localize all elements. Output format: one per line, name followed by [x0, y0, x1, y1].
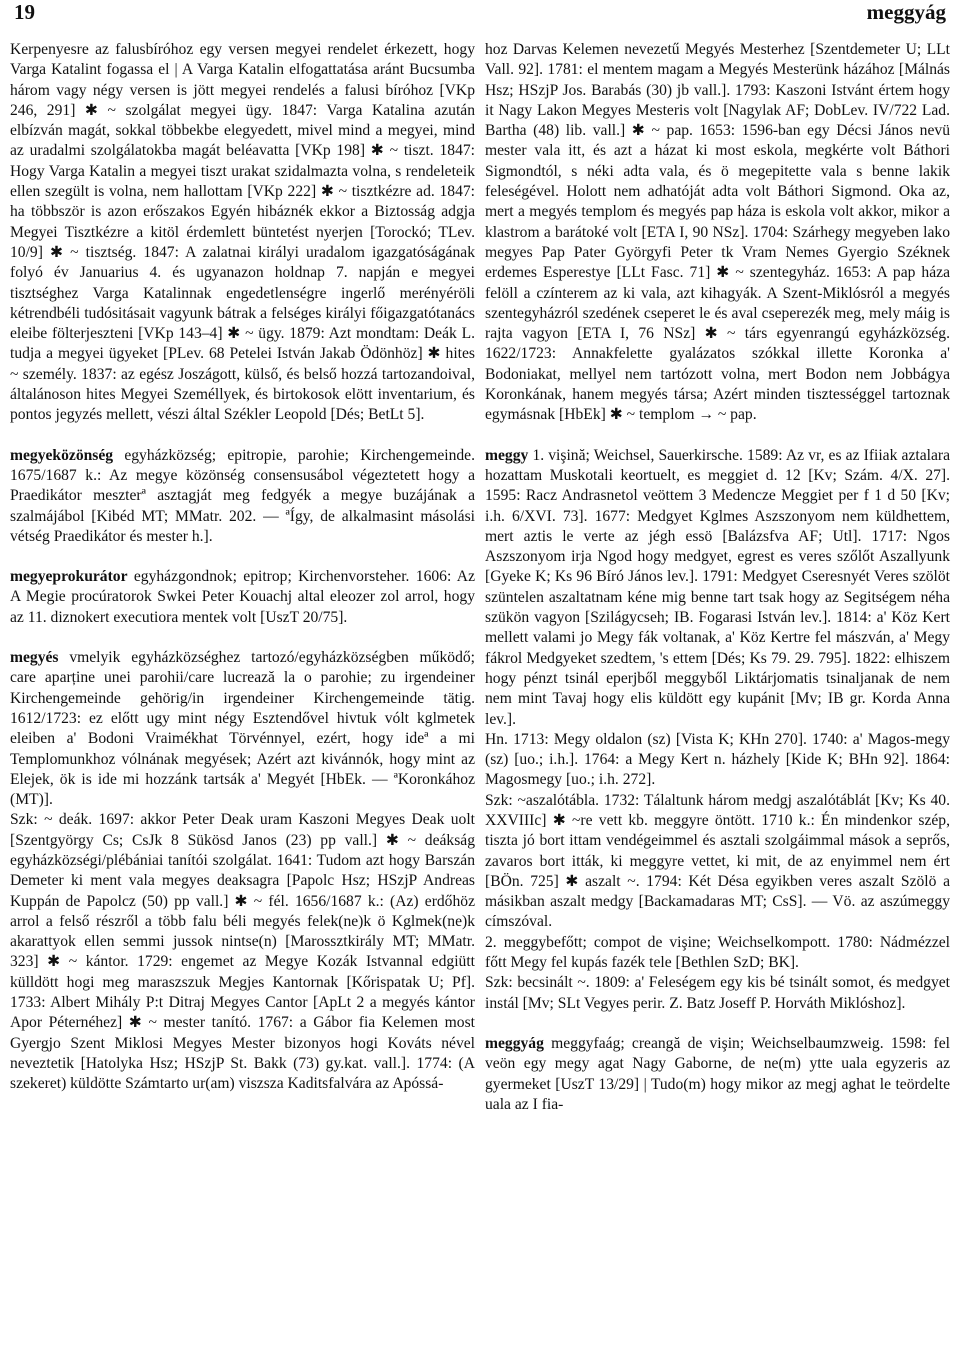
entry-definition: egyházgondnok; epitrop; Kirchenvorsteher. 1606: Az A Megie procúratorok Swkei Peter Kouachj altal eleozer zol arrol, hogy az 11. diznokert executiora mentek volt [UszT 20/75]. [10, 568, 475, 626]
entry-paragraph: Kerpenyesre az falusbíróhoz egy versen megyei rendelet érkezett, hogy Varga Katalint fogassa el | A Varga Katalin elfogattatása aránt Bucsumba három vagy négy versen is jött megyei rendelés a falusi bíróhoz [VKp 246, 291] ✱ ~ szolgálat megyei ügy. 1847: Varga Katalina azután elbízván magát, sokkal többekbe elegyedett, mivel mind a megyei, mind az uradalmi szolgálatokba magát beléavatta [VKp 198] ✱ ~ tiszt. 1847: Hogy Varga Katalin a megyei tiszt urakat szidalmazta volna, s rendeleteik ellen szegült is volna, nem hallottam [VKp 222] ✱ ~ tisztkézre ad. 1847: ha többször is azon erőszakos Egyén hibáznék ekkor a Biztosság adgja Megyei Tisztkézre a kitöl érdemlett büntetést nyerjen [Torockó; TLev. 10/9] ✱ ~ tisztség. 1847: A zalatnai királyi uradalom igazgatóságának folyó év Januarius 4. és ugyanazon holdnap 7. napján e megyei tisztséghez Varga Katalinnak engedetlenségre ingerlő merényéröli kétrendbéli tudósitásait vagyunk bátrak a felséges királyi főigazgatótanács eleibe fölterjeszteni [VKp 143–4] ✱ ~ ügy. 1879: Azt mondtam: Deák L. tudja a megyei ügyeket [PLev. 68 Petelei István Jakab Ödönhöz] ✱ hites ~ személy. 1837: az egész Joszágott, külső, és belső hozzá tartozandoival, általánoson hites Megyei Személlyek, és birtokosok elött inventarium, és pontos jegyzés mellett, vészi által Székler Leopold [Dés; BetLt 5]. [10, 41, 475, 424]
entry-continuation [485, 40, 950, 426]
entry-subsection: Szk: becsinált ~. 1809: a' Feleségem egy kis bé tsinált somot, és medgyet instál [Mv; SLt Vegyes perir. Z. Batz Joseff P. Horváth Miklóshoz]. [485, 974, 950, 1012]
entry-subsection: 2. meggybefőtt; compot de vişine; Weichselkompott. 1780: Nádmézzel főtt Megy fel kupás fazék tele [Bethlen SzD; BK]. [485, 933, 950, 972]
dictionary-columns [10, 40, 950, 1350]
entry-definition: egyházközség; epitropie, parohie; Kirchengemeinde. 1675/1687 k.: Az megye közönség consensusábol végeztetett hogy a Praedikátor meszterª asztagját meg fedgyék a megye buzájának a szalmájábol [Kibéd MT; MMatr. 202. — ªÍgy, de alkalmasint másolási vétség Praedikátor és mester h.]. [10, 446, 475, 545]
entry-meggy [485, 446, 950, 1014]
entry-megyekozonseg [10, 446, 475, 547]
entry-headword: meggyág [485, 1034, 544, 1052]
running-head: meggyág [866, 0, 946, 24]
entry-headword: meggy [485, 446, 529, 464]
entry-paragraph: hoz Darvas Kelemen nevezetű Megyés Mesterhez [Szentdemeter U; LLt Vall. 92]. 1781: el mentem magam a Megyés Mesterünk házához [Málnás Hsz; HSzjP Jos. Barabás (30) jb vall.]. 1793: Kaszoni Istvánt értem hogy it Nagy Lakon Megyes Mesteris volt [Nagylak AF; DobLev. IV/722 Lad. Bartha (48) lib. vall.] ✱ ~ pap. 1653: 1596-ban egy Décsi János nevü mester vala itt, és azt a házat ki most eskola, megkérte volt Báthori Sigmondtól, s néki adta vala, és ö megepitette vala s benne lakik feleségével. Holott nem adhatóját adta volt Báthori Sigmond. Oka az, mert a megyés templom és megyés pap háza is eskola volt akkor, mikor a klastrom a barátoké volt [ETA I, 90 NSz]. 1704: Szárhegy megyeben lako megyes Pap Pater Györgyfi Peter tk Vram Nemes Gyergio Széknek erdemes Esperestye [LLt Fasc. 71] ✱ ~ szentegyház. 1653: A pap háza felöll a czínterem az ki vala, azt kihagyák. A Szent-Miklósról a megyés szentegyházról szedének cseperet le és aval cseperezék meg, mely máig is rajta vagyon [ETA I, 76 NSz] ✱ ~ társ egyenrangú egyházközség. 1622/1723: Annakfelette gyalázatos szókkal illette Koronka a' Bodoniakat, mellyel nem tartózott volna, mert Bodon nem Jobbágya Koronkának, hanem megyés társa; Azért minden tisztességgel tartoznak egymásnak [HbEk] ✱ ~ templom → ~ pap. [485, 41, 950, 424]
entry-subsection: Hn. 1713: Megy oldalon (sz) [Vista K; KHn 270]. 1740: a' Magos-megy (sz) [uo.; i.h.]. 1764: a Megy Kert n. házhely [Kide K; BHn 92]. 1864: Magosmegy [uo.; i.h. 272]. [485, 730, 950, 789]
entry-subsection: Szk: ~aszalótábla. 1732: Tálaltunk három medgj aszalótáblát [Kv; Ks 40. XXVIIIc] ✱ ~re vett kb. meggyre öntött. 1710 k.: Én mindenkor szép, tiszta jó bort ittam vendégeimmel és asztali szolgáimmal mások a seprős, zavaros bort itták, ki meggyre vettet, ki mit, de az enyimmel nem ért [BÖn. 725] ✱ aszalt ~. 1794: Két Désa egyikben veres aszalt Szölö a másikban aszalt medgy [Backamadaras MT; CsS]. — Vö. az aszúmeggy címszóval. [485, 791, 950, 931]
entry-headword: megyés [10, 649, 59, 667]
entry-headword: megyeközönség [10, 446, 114, 464]
entry-meggyag [485, 1034, 950, 1115]
page-header [14, 0, 946, 28]
entry-headword: megyeprokurátor [10, 568, 128, 586]
page-number: 19 [14, 0, 35, 24]
entry-megyeprokurator [10, 567, 475, 628]
entry-subsection: Szk: ~ deák. 1697: akkor Peter Deak uram Kaszoni Megyes Deak uolt [Szentgyörgy Cs; CsJk 8 Sükösd Janos (23) pp vall.] ✱ ~ deákság egyházközségi/plébániai tanítói szolgálat. 1641: Tudom azt hogy Barszán Demeter ki ment vala megyes deaksagra [Papolc Hsz; HSzjP Andreas Kuppán de Papolcz (50) pp vall.] ✱ ~ fél. 1656/1687 k.: (Az) erdőhöz arrol a felső részről a több falu béli megyés felek(ne)k ö Kglmek(ne)k akarattyok ellen semmi jussok nintse(n) [Marossztkirály MT; MMatr. 323] ✱ ~ kántor. 1729: engemet az Megye Kozák Istvannal edgiütt külldött hogi meg maraszszuk Megjes Kantornak [Kőrispatak U; Pf]. 1733: Albert Mihály P:t Ditraj Megyes Cantor [ApLt 2 a megyés kántor Apor Péternéhez] ✱ ~ mester tanító. 1767: a Gábor fia Kelemen most Gyergjo Szent Miklosi Megyes Mester bizonyos hogi Kováts nével neveztetik [Hatolyka Hsz; HSzjP St. Bakk (73) gy.kat. vall.]. 1774: (A szekeret) küldötte Számtarto ur(am) viszsza Kaditsfalvára az Apóssá- [10, 811, 475, 1093]
entry-definition: vmelyik egyházközséghez tartozó/egyházközségben működő; care aparține unei parohii/care lucrează la o parohie; zu irgendeiner Kirchengemeinde gehörig/in irgendeiner Kirchengemeinde tätig. 1612/1723: ez előtt ugy mint négy Esztendővel hivtuk vólt kglmetek eleiben a' Bodoni Vraimékhat Törvénnyel, ezért, hogy ideª a mi Templomunkhoz vólnának megyések; Azért azt kivánnók, hogy mint az Elejek, ök is ide mi hozzánk tartsák a' Megyét [HbEk. — ªKoronkához (MT)]. [10, 649, 475, 809]
right-column [485, 40, 950, 1350]
left-column [10, 40, 475, 1350]
entry-definition: meggyfaág; creangă de vişin; Weichselbaumzweig. 1598: fel veön egy megy agat Nagy Gaborne, de ne(m) ytte uala egyzeris az gyermeket [UszT 13/29] | Tudo(m) hogy mikor az megj aghat le teördelte uala az I fia- [485, 1034, 950, 1113]
entry-continuation [10, 40, 475, 426]
entry-megyes [10, 648, 475, 1095]
entry-definition: 1. vişină; Weichsel, Sauerkirsche. 1589: Az vr, es az Ifiiak aztalara hozattam Muskotali keortuelt, es meggiet d. 12 [Kv; Szám. 4/X. 27]. 1595: Racz Andrasnetol veöttem 3 Medencze Meggiet per f 1 d 50 [Kv; i.h. 6/XVI. 73]. 1677: Medgyet Kglmes Aszszonyom nem küldhettem, mert aztis le verte az jégh essö [Balázsfva AF; Utl]. 1717: Ngos Aszszonyom irja Ngod hogy medgyet, egrest es veres szőlőt Aszallyunk [Gyeke K; Ks 96 Bíró János lev.]. 1791: Medgyet Cseresnyét Veres szölöt szüntelen aszaltatnam kéne mig benne tart tsak hogy az Segitségem néha szükön vagyon [Szilágycseh; IB. Fogarasi István lev.]. 1814: a' Köz Kert mellett valami jo Megy fák voltanak, a' Köz Kertre fel mászván, a' Megy fákrol Medgyeket szedtem, 's ettem [Dés; Ks 79. 29. 795]. 1822: elhiszem hogy pénzt tsinál eperjből meggyből Liktárjomatis tsinaljanak de nem nem mint Tavaj hogy elis küldött egy kupánit [Mv; IB gr. Korda Anna lev.]. [485, 446, 950, 728]
